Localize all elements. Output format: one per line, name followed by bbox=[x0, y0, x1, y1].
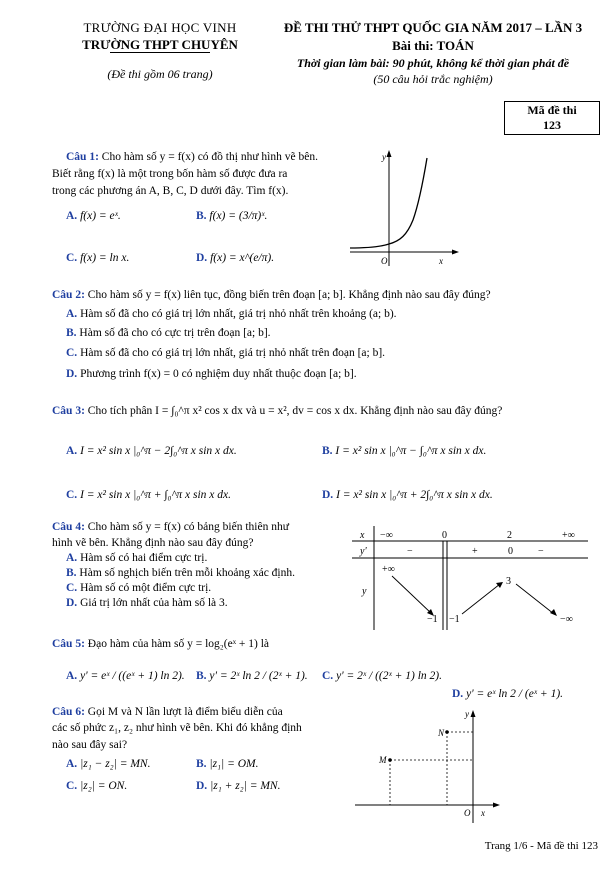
exam-code-box bbox=[504, 101, 600, 135]
q1-option-d[interactable]: D. f(x) = x^(e/π). bbox=[196, 252, 275, 264]
exam-code: 123 bbox=[543, 118, 561, 132]
q1-stem bbox=[66, 149, 336, 166]
q2-label: Câu 2: bbox=[52, 289, 85, 301]
q4-b-text: Hàm số nghịch biến trên mỗi khoảng xác định. bbox=[79, 567, 296, 579]
q5-option-c[interactable]: C. y' = 2ˣ / ((2ˣ + 1) ln 2). bbox=[322, 670, 442, 682]
q6-stem bbox=[52, 704, 332, 721]
q3-option-c[interactable]: C. I = x² sin x |₀^π + ∫₀^π x sin x dx. bbox=[66, 489, 232, 501]
q4-x-label: x bbox=[360, 530, 365, 541]
q1-x-label: x bbox=[439, 256, 443, 266]
q2-c-text: Hàm số đã cho có giá trị lớn nhất, giá trị nhỏ nhất trên đoạn [a; b]. bbox=[80, 347, 386, 359]
q1-option-a[interactable]: A. f(x) = eˣ. bbox=[66, 210, 121, 222]
q6-text3: nào sau đây sai? bbox=[52, 739, 128, 751]
q4-y-three: 3 bbox=[506, 576, 511, 587]
q6-origin: O bbox=[464, 808, 471, 818]
q3-a-text: I = x² sin x |₀^π − 2∫₀^π x sin x dx. bbox=[80, 445, 237, 457]
exam-subject: Bài thi: TOÁN bbox=[392, 38, 474, 53]
q1-d-text: f(x) = x^(e/π). bbox=[210, 252, 275, 264]
q6-n-label: N bbox=[438, 728, 445, 738]
q4-option-d[interactable]: D. Giá trị lớn nhất của hàm số là 3. bbox=[66, 597, 228, 609]
q4-arrow-down-1 bbox=[392, 576, 432, 614]
q2-text: Cho hàm số y = f(x) liên tục, đồng biến trên đoạn [a; b]. Khẳng định nào sau đây đúng? bbox=[87, 289, 491, 301]
q4-x-two: 2 bbox=[507, 530, 512, 541]
header-right bbox=[268, 20, 598, 87]
q1-graph bbox=[345, 148, 465, 268]
q4-stem bbox=[52, 519, 332, 536]
q3-option-d[interactable]: D. I = x² sin x |₀^π + 2∫₀^π x sin x dx. bbox=[322, 489, 493, 501]
q4-c-text: Hàm số có một điểm cực trị. bbox=[80, 582, 212, 594]
q2-stem bbox=[52, 287, 612, 304]
q5-stem bbox=[52, 636, 612, 653]
q5-d-text: y' = eˣ ln 2 / (eˣ + 1). bbox=[466, 688, 564, 700]
subschool-name: TRƯỜNG THPT CHUYÊN bbox=[82, 37, 238, 52]
q6-point-n bbox=[445, 730, 449, 734]
q5-label: Câu 5: bbox=[52, 638, 85, 650]
q4-text2: hình vẽ bên. Khẳng định nào sau đây đúng? bbox=[52, 537, 254, 549]
q4-y-pos-inf: +∞ bbox=[382, 564, 395, 575]
q4-arrow-down-2 bbox=[516, 584, 554, 614]
q1-text3: trong các phương án A, B, C, D dưới đây. Tìm f(x). bbox=[52, 185, 289, 197]
q6-option-a[interactable]: A. |z₁ − z₂| = MN. bbox=[66, 758, 151, 770]
header-left bbox=[60, 20, 260, 82]
q5-option-a[interactable]: A. y' = eˣ / ((eˣ + 1) ln 2). bbox=[66, 670, 185, 682]
q1-text1: Cho hàm số y = f(x) có đồ thị như hình vẽ bên. bbox=[101, 151, 318, 163]
q5-option-b[interactable]: B. y' = 2ˣ ln 2 / (2ˣ + 1). bbox=[196, 670, 308, 682]
q4-option-b[interactable]: B. Hàm số nghịch biến trên mỗi khoảng xác định. bbox=[66, 567, 296, 579]
q5-c-text: y' = 2ˣ / ((2ˣ + 1) ln 2). bbox=[336, 670, 442, 682]
q1-option-c[interactable]: C. f(x) = ln x. bbox=[66, 252, 130, 264]
q2-option-d[interactable]: D. Phương trình f(x) = 0 có nghiệm duy nhất thuộc đoạn [a; b]. bbox=[66, 368, 357, 380]
q6-m-label: M bbox=[379, 755, 387, 765]
q5-text: Đạo hàm của hàm số y = log₂(eˣ + 1) là bbox=[87, 638, 270, 650]
q4-x-zero: 0 bbox=[442, 530, 447, 541]
q3-option-b[interactable]: B. I = x² sin x |₀^π − ∫₀^π x sin x dx. bbox=[322, 445, 487, 457]
exam-title: ĐỀ THI THỬ THPT QUỐC GIA NĂM 2017 – LẦN 3 bbox=[283, 20, 583, 35]
q2-option-c[interactable]: C. Hàm số đã cho có giá trị lớn nhất, giá trị nhỏ nhất trên đoạn [a; b]. bbox=[66, 347, 386, 359]
q3-text: Cho tích phân I = ∫₀^π x² cos x dx và u = x², dv = cos x dx. Khẳng định nào sau đây đúng? bbox=[87, 405, 503, 417]
q3-label: Câu 3: bbox=[52, 405, 85, 417]
q6-y-arrow bbox=[471, 710, 476, 717]
q4-d-text: Giá trị lớn nhất của hàm số là 3. bbox=[80, 597, 228, 609]
q2-d-text: Phương trình f(x) = 0 có nghiệm duy nhất thuộc đoạn [a; b]. bbox=[80, 368, 357, 380]
q6-x-arrow bbox=[493, 803, 500, 808]
q6-option-c[interactable]: C. |z₂| = ON. bbox=[66, 780, 128, 792]
q6-c-text: |z₂| = ON. bbox=[80, 780, 128, 792]
q4-yp-minus-2: − bbox=[538, 546, 544, 557]
q4-option-a[interactable]: A. Hàm số có hai điểm cực trị. bbox=[66, 552, 208, 564]
q4-x-pos-inf: +∞ bbox=[562, 530, 575, 541]
q4-arrowhead-2 bbox=[496, 582, 503, 588]
q1-c-text: f(x) = ln x. bbox=[80, 252, 130, 264]
exam-code-label: Mã đề thi bbox=[527, 103, 577, 117]
q4-yp-label: y' bbox=[360, 546, 367, 557]
q2-b-text: Hàm số đã cho có cực trị trên đoạn [a; b]. bbox=[79, 327, 271, 339]
q4-yp-minus-1: − bbox=[407, 546, 413, 557]
q5-b-text: y' = 2ˣ ln 2 / (2ˣ + 1). bbox=[209, 670, 308, 682]
q3-b-text: I = x² sin x |₀^π − ∫₀^π x sin x dx. bbox=[335, 445, 487, 457]
q4-x-neg-inf: −∞ bbox=[380, 530, 393, 541]
q4-arrowhead-3 bbox=[550, 609, 557, 616]
q4-y-neg1-right: −1 bbox=[449, 614, 460, 625]
exam-time: Thời gian làm bài: 90 phút, không kể thời gian phát đề bbox=[296, 56, 570, 70]
q6-b-text: |z₁| = OM. bbox=[209, 758, 259, 770]
header-underline bbox=[110, 52, 210, 53]
q5-a-text: y' = eˣ / ((eˣ + 1) ln 2). bbox=[80, 670, 185, 682]
q1-a-text: f(x) = eˣ. bbox=[80, 210, 121, 222]
q6-graph bbox=[355, 705, 505, 825]
q6-option-d[interactable]: D. |z₁ + z₂| = MN. bbox=[196, 780, 281, 792]
pages-note: (Đề thi gồm 06 trang) bbox=[107, 67, 213, 81]
q2-a-text: Hàm số đã cho có giá trị lớn nhất, giá trị nhỏ nhất trên khoảng (a; b). bbox=[80, 308, 397, 320]
q6-point-m bbox=[388, 758, 392, 762]
q6-text2: các số phức z₁, z₂ như hình vẽ bên. Khi đó khẳng định bbox=[52, 722, 302, 734]
q4-option-c[interactable]: C. Hàm số có một điểm cực trị. bbox=[66, 582, 212, 594]
q1-label: Câu 1: bbox=[66, 151, 99, 163]
q6-a-text: |z₁ − z₂| = MN. bbox=[80, 758, 151, 770]
q4-y-neg-inf: −∞ bbox=[560, 614, 573, 625]
page-footer: Trang 1/6 - Mã đề thi 123 bbox=[484, 840, 598, 852]
q3-c-text: I = x² sin x |₀^π + ∫₀^π x sin x dx. bbox=[80, 489, 232, 501]
q4-text1: Cho hàm số y = f(x) có bảng biến thiên như bbox=[87, 521, 289, 533]
q4-yp-zero: 0 bbox=[508, 546, 513, 557]
q4-arrow-up bbox=[462, 584, 500, 614]
q6-x-label: x bbox=[481, 808, 485, 818]
q1-y-label: y bbox=[382, 152, 386, 162]
q3-stem bbox=[52, 403, 612, 420]
q4-y-label: y bbox=[362, 586, 367, 597]
q6-y-label: y bbox=[465, 709, 469, 719]
school-name: TRƯỜNG ĐẠI HỌC VINH bbox=[83, 20, 237, 35]
q3-option-a[interactable]: A. I = x² sin x |₀^π − 2∫₀^π x sin x dx. bbox=[66, 445, 237, 457]
q1-y-arrow bbox=[387, 150, 392, 157]
question-count: (50 câu hỏi trắc nghiệm) bbox=[373, 72, 493, 86]
q5-option-d[interactable]: D. y' = eˣ ln 2 / (eˣ + 1). bbox=[452, 688, 564, 700]
q4-y-neg1-left: −1 bbox=[427, 614, 438, 625]
q2-option-b[interactable]: B. Hàm số đã cho có cực trị trên đoạn [a; b]. bbox=[66, 327, 271, 339]
q4-yp-plus: + bbox=[472, 546, 478, 557]
q6-option-b[interactable]: B. |z₁| = OM. bbox=[196, 758, 259, 770]
q1-option-b[interactable]: B. f(x) = (3/π)ˣ. bbox=[196, 210, 268, 222]
q6-d-text: |z₁ + z₂| = MN. bbox=[210, 780, 281, 792]
q2-option-a[interactable]: A. Hàm số đã cho có giá trị lớn nhất, giá trị nhỏ nhất trên khoảng (a; b). bbox=[66, 308, 397, 320]
q1-origin: O bbox=[381, 256, 388, 266]
q4-variation-table bbox=[352, 526, 588, 630]
q4-a-text: Hàm số có hai điểm cực trị. bbox=[80, 552, 208, 564]
q1-text2: Biết rằng f(x) là một trong bốn hàm số được đưa ra bbox=[52, 168, 288, 180]
q6-text1: Gọi M và N lần lượt là điểm biểu diễn của bbox=[87, 706, 283, 718]
q4-label: Câu 4: bbox=[52, 521, 85, 533]
q1-b-text: f(x) = (3/π)ˣ. bbox=[209, 210, 268, 222]
q3-d-text: I = x² sin x |₀^π + 2∫₀^π x sin x dx. bbox=[336, 489, 493, 501]
q1-x-arrow bbox=[452, 250, 459, 255]
q6-label: Câu 6: bbox=[52, 706, 85, 718]
